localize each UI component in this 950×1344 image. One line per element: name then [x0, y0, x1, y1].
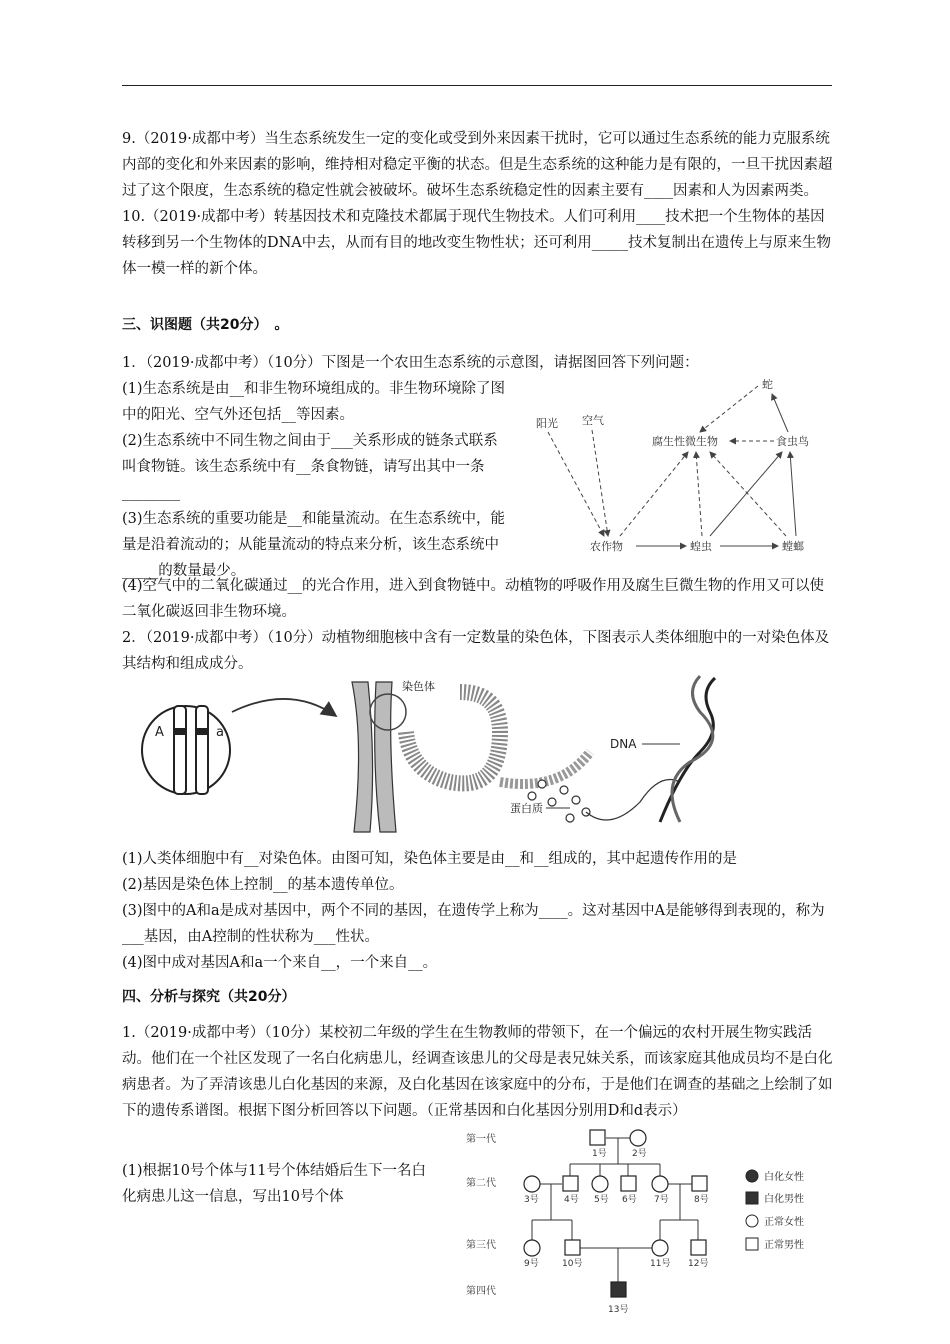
label-12: 12号 [688, 1259, 709, 1269]
arrow-locust-bird [710, 452, 782, 536]
arrow-locust-microbe [696, 452, 702, 536]
individual-11 [652, 1240, 668, 1256]
s3-q2-part1: (1)人类体细胞中有__对染色体。由图可知，染色体主要是由__和__组成的，其中起遗传作用的是 [122, 851, 738, 867]
individual-8 [692, 1176, 707, 1191]
individual-2 [630, 1130, 646, 1146]
s3-q1-part2: (2)生态系统中不同生物之间由于___关系形成的链条式联系叫食物链。该生态系统中有__条食物链，请写出其中一条________ [122, 433, 498, 501]
individual-10 [565, 1240, 580, 1255]
section3-title: 三、识图题（共20分） 。 [122, 317, 289, 333]
chromosome-right [196, 706, 208, 794]
section2-questions [122, 126, 834, 282]
question-10: 10.（2019·成都中考）转基因技术和克隆技术都属于现代生物技术。人们可利用____技术把一个生物体的基因转移到另一个生物体的DNA中去，从而有目的地改变生物性状；还可利用_____技术复制出在遗传上与原来生物体一模一样的新个体。 [122, 209, 832, 277]
arrow-mantis-bird [790, 452, 796, 536]
header-rule [122, 85, 832, 86]
legend-normal-female: 正常女性 [764, 1217, 804, 1228]
s4-q1-part1: (1)根据10号个体与11号个体结婚后生下一名白化病患儿这一信息，写出10号个体 [122, 1163, 426, 1205]
chromatin-fiber [500, 752, 590, 784]
label-sun: 阳光 [536, 417, 558, 430]
s3-q1-part1: (1)生态系统是由__和非生物环境组成的。非生物环境除了图中的阳光、空气外还包括__等因素。 [122, 381, 506, 423]
label-13: 13号 [608, 1305, 629, 1315]
label-6: 6号 [622, 1195, 637, 1205]
arrow-crop-microbe [620, 452, 688, 536]
label-snake: 蛇 [762, 378, 773, 391]
legend-normal-male: 正常男性 [764, 1240, 804, 1251]
label-chromosome: 染色体 [402, 680, 435, 693]
s3-q2-intro: 2．（2019·成都中考）（10分）动植物细胞核中含有一定数量的染色体，下图表示人类体细胞中的一对染色体及其结构和组成成分。 [122, 630, 830, 672]
s3-q2-part3: (3)图中的A和a是成对基因中，两个不同的基因，在遗传学上称为____。这对基因中A是能够得到表现的，称为___基因，由A控制的性状称为___性状。 [122, 903, 825, 945]
individual-12 [691, 1240, 706, 1255]
individual-13 [611, 1282, 626, 1297]
gene-band-A [174, 728, 186, 735]
label-locust: 蝗虫 [690, 540, 712, 553]
label-11: 11号 [650, 1259, 671, 1269]
label-5: 5号 [594, 1195, 609, 1205]
dna-thread [586, 780, 680, 821]
pedigree-legend [746, 1170, 804, 1251]
label-dna: DNA [610, 737, 637, 751]
label-microbe: 腐生性微生物 [652, 435, 718, 448]
legend-albino-male: 白化男性 [764, 1194, 804, 1205]
individual-3 [524, 1176, 540, 1192]
individual-4 [563, 1176, 578, 1191]
arrow-air-crop [592, 430, 608, 536]
chromosome-left [174, 706, 186, 794]
label-4: 4号 [564, 1195, 579, 1205]
s3-q2-parts [122, 846, 834, 976]
label-mantis: 螳螂 [782, 540, 804, 553]
question-9: 9.（2019·成都中考）当生态系统发生一定的变化或受到外来因素干扰时，它可以通过生态系统的能力克服系统内部的变化和外来因素的影响，维持相对稳定平衡的状态。但是生态系统的这种能力是有限的，一旦干扰因素超过了这个限度，生态系统的稳定性就会被破坏。破坏生态系统稳定性的因素主要有____因素和人为因素两类。 [122, 131, 833, 199]
legend-albino-female: 白化女性 [764, 1172, 804, 1183]
pointer-arrow [232, 699, 336, 716]
arrow-sun-crop [548, 432, 604, 536]
s3-q1-intro: 1．（2019·成都中考）（10分）下图是一个农田生态系统的示意图，请据图回答下列问题： [122, 355, 699, 371]
allele-a-label: a [216, 725, 224, 740]
section4-title: 四、分析与探究（共20分） [122, 989, 296, 1005]
label-bird: 食虫鸟 [776, 435, 809, 448]
label-2: 2号 [632, 1149, 647, 1159]
arrow-snake-microbe [700, 386, 758, 432]
chromatin-coil [406, 692, 500, 783]
s3-q1-part4-block [122, 573, 834, 677]
x-chromosome [352, 682, 396, 832]
individual-9 [524, 1240, 540, 1256]
allele-A-label: A [155, 725, 164, 740]
s3-q1-part4: (4)空气中的二氧化碳通过__的光合作用，进入到食物链中。动植物的呼吸作用及腐生巨微生物的作用又可以使二氧化碳返回非生物环境。 [122, 578, 825, 620]
s3-q1-left-text [122, 376, 507, 584]
gen2-label: 第二代 [466, 1178, 496, 1189]
label-crop: 农作物 [590, 540, 623, 553]
gen1-label: 第一代 [466, 1134, 496, 1145]
label-3: 3号 [524, 1195, 539, 1205]
label-1: 1号 [592, 1149, 607, 1159]
label-10: 10号 [562, 1259, 583, 1269]
individual-6 [621, 1176, 636, 1191]
individual-1 [590, 1130, 605, 1145]
gene-band-a [196, 728, 208, 735]
label-protein: 蛋白质 [510, 802, 543, 815]
label-air: 空气 [582, 414, 604, 427]
label-7: 7号 [654, 1195, 669, 1205]
gen3-label: 第三代 [466, 1240, 496, 1251]
s3-q2-part4: (4)图中成对基因A和a一个来自__，一个来自__。 [122, 955, 438, 971]
gen4-label: 第四代 [466, 1286, 496, 1297]
arrow-bird-snake [772, 394, 788, 432]
chromosome-diagram [140, 672, 720, 842]
individual-5 [592, 1176, 608, 1192]
label-8: 8号 [694, 1195, 709, 1205]
s4-q1-intro: 1.（2019·成都中考）（10分）某校初二年级的学生在生物教师的带领下，在一个偏远的农村开展生物实践活动。他们在一个社区发现了一名白化病患儿，经调查该患儿的父母是表兄妹关系，而该家庭其他成员均不是白化病患者。为了弄清该患儿白化基因的来源，及白化基因在该家庭中的分布，于是他们在调查的基础之上绘制了如下的遗传系谱图。根据下图分析回答以下问题。（正常基因和白化基因分别用D和d表示） [122, 1025, 833, 1119]
label-9: 9号 [524, 1259, 539, 1269]
s3-q1-part3: (3)生态系统的重要功能是__和能量流动。在生态系统中，能量是沿着流动的；从能量流动的特点来分析，该生态系统中_____的数量最少。 [122, 511, 506, 579]
pedigree-chart [460, 1124, 830, 1320]
individual-7 [652, 1176, 668, 1192]
food-web-diagram [520, 372, 840, 562]
s3-q2-part2: (2)基因是染色体上控制__的基本遗传单位。 [122, 877, 404, 893]
